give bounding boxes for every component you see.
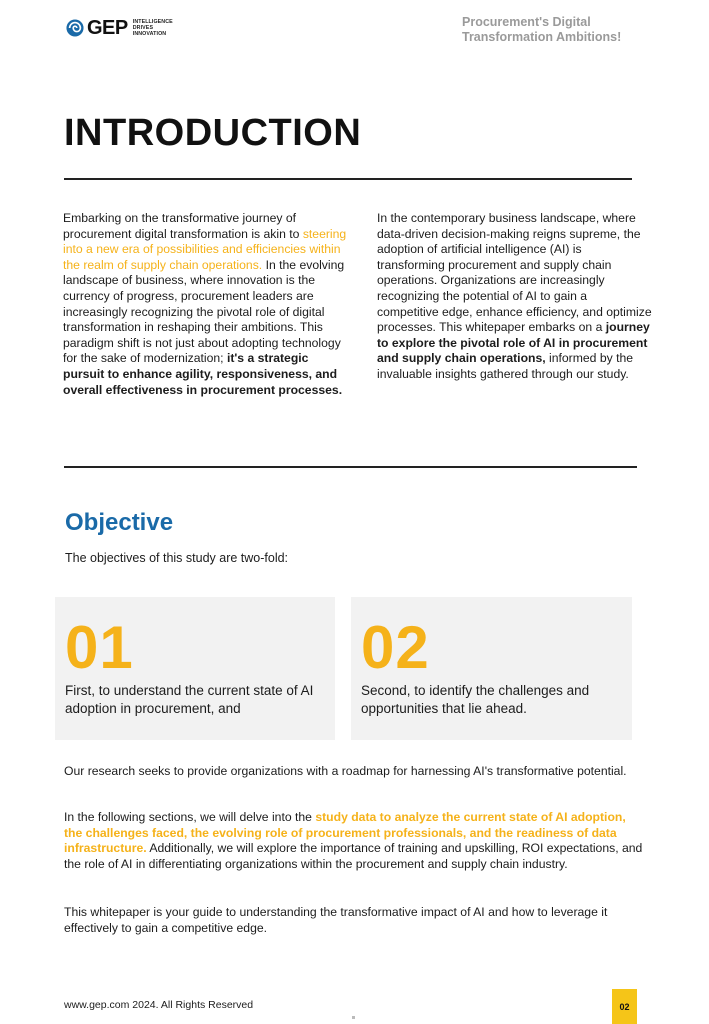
footer-copyright: www.gep.com 2024. All Rights Reserved: [64, 999, 254, 1011]
text-run: informed by the invaluable insights gathered through our study.: [377, 351, 634, 381]
page-number-badge: [612, 989, 637, 1024]
objective-intro: The objectives of this study are two-fold:: [65, 551, 289, 565]
objective-number: 01: [65, 614, 134, 681]
objective-card: [351, 597, 632, 740]
text-run: In the evolving landscape of business, where innovation is the currency of progress, procurement leaders are increasingly recognizing the pivotal role of digital transformation in reshaping their ambitions. This paradigm shift is not just about adopting technology for the sake of modernization;: [63, 257, 345, 366]
highlighted-text: steering into a new era of possibilities and efficiencies within the realm of supply chain operations.: [63, 226, 347, 272]
divider: [64, 178, 632, 180]
logo-tagline: [133, 19, 173, 37]
text-run: Additionally, we will explore the importance of training and upskilling, ROI expectations, and the role of AI in differentiating organizations within the procurement and supply chain industry.: [64, 841, 643, 871]
text-run: In the contemporary business landscape, where data-driven decision-making reigns supreme, the adoption of artificial intelligence (AI) is transforming procurement and supply chain operations. Organizations are increasingly recognizing the potential of AI to gain a competitive edge, enhance efficiency, and optimize processes. This whitepaper embarks on a: [377, 211, 652, 335]
body-paragraph: Our research seeks to provide organizations with a roadmap for harnessing AI's transformative potential.: [64, 764, 627, 778]
highlighted-text: study data to analyze the current state of AI adoption, the challenges faced, the evolving role of procurement professionals, and the readiness of data infrastructure.: [64, 810, 626, 855]
bold-text: journey to explore the pivotal role of AI in procurement and supply chain operations,: [377, 320, 650, 366]
text-run: Embarking on the transformative journey of procurement digital transformation is akin to: [63, 211, 303, 241]
intro-left-column: [63, 211, 348, 398]
logo-tagline-line: DRIVES: [132, 25, 154, 31]
header-title-line: Procurement's Digital: [462, 15, 591, 29]
intro-right-column: [377, 211, 652, 383]
document-header-title: [462, 15, 662, 45]
logo-wordmark: GEP: [87, 17, 128, 39]
logo-tagline-line: INTELLIGENCE: [132, 19, 173, 25]
body-paragraph: This whitepaper is your guide to understanding the transformative impact of AI and how to leverage it effectively to gain a competitive edge.: [64, 905, 608, 935]
gep-logo: [66, 18, 173, 38]
divider: [64, 466, 637, 468]
objective-text: Second, to identify the challenges and opportunities that lie ahead.: [361, 683, 590, 716]
objective-number: 02: [361, 614, 430, 681]
page-marker: [352, 1016, 355, 1019]
logo-tagline-line: INNOVATION: [132, 31, 167, 37]
text-run: In the following sections, we will delve into the: [64, 810, 316, 824]
objective-card: [55, 597, 335, 740]
gep-swirl-icon: [66, 19, 84, 37]
page-title: INTRODUCTION: [64, 112, 362, 154]
header-title-line: Transformation Ambitions!: [462, 30, 622, 44]
section-heading-objective: Objective: [65, 509, 174, 536]
bold-text: it's a strategic pursuit to enhance agility, responsiveness, and overall effectiveness in procurement processes.: [63, 351, 343, 397]
page-number: 02: [619, 1001, 630, 1012]
body-paragraph: [64, 810, 644, 872]
objective-text: First, to understand the current state of AI adoption in procurement, and: [65, 683, 314, 716]
